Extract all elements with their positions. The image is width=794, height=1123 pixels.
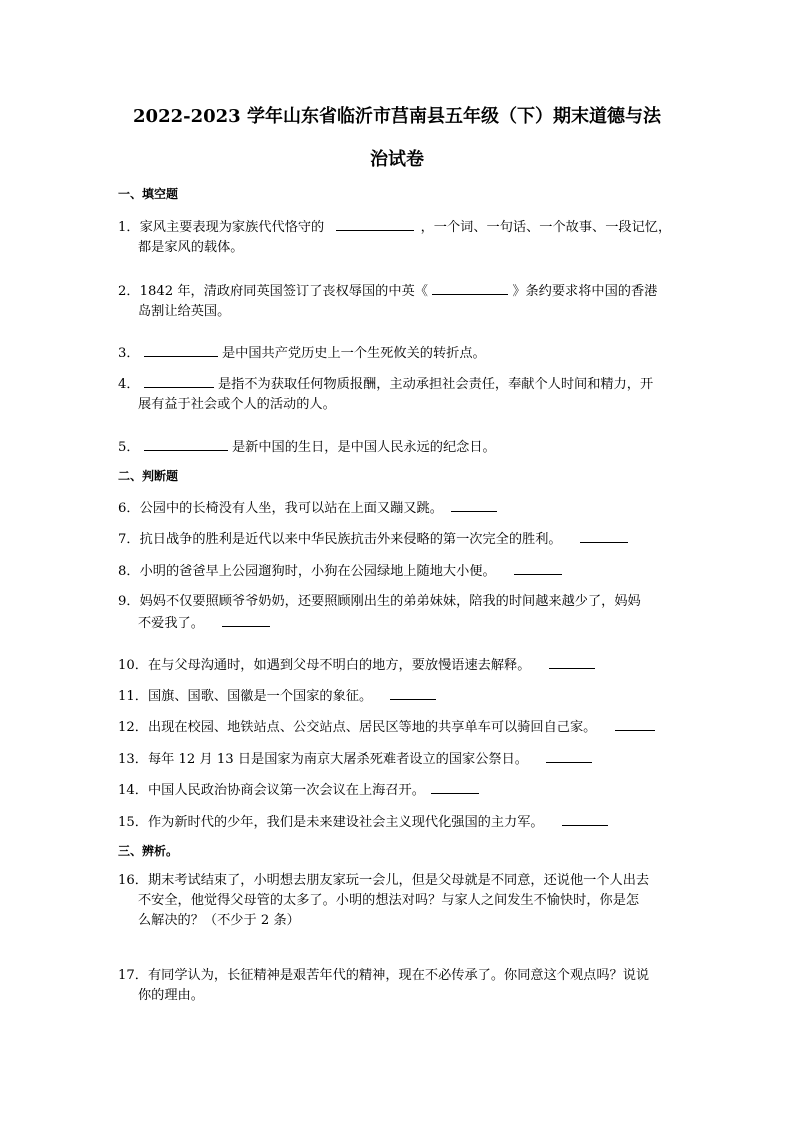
question-text: 你的理由。 bbox=[138, 988, 204, 1003]
question-text: 13．每年 12 月 13 日是国家为南京大屠杀死难者设立的国家公祭日。 bbox=[118, 752, 528, 767]
answer-blank[interactable] bbox=[615, 716, 655, 731]
question-text: 8．小明的爸爸早上公园遛狗时，小狗在公园绿地上随地大小便。 bbox=[118, 564, 496, 579]
answer-blank[interactable] bbox=[144, 342, 218, 357]
question-text: 4． bbox=[118, 377, 140, 392]
question-6 bbox=[118, 497, 678, 519]
question-text: 是指不为获取任何物质报酬，主动承担社会责任，奉献个人时间和精力，开 bbox=[217, 377, 654, 392]
question-text: 么解决的？（不少于 2 条） bbox=[138, 913, 300, 928]
question-10 bbox=[118, 654, 678, 676]
question-5 bbox=[118, 436, 678, 458]
question-1 bbox=[118, 216, 678, 258]
question-text: 展有益于社会或个人的活动的人。 bbox=[138, 397, 336, 412]
question-text: 16．期末考试结束了，小明想去朋友家玩一会儿，但是父母就是不同意，还说他一个人出去 bbox=[118, 873, 650, 888]
question-text: 》条约要求将中国的香港 bbox=[512, 284, 658, 299]
question-text: ，一个词、一句话、一个故事、一段记忆， bbox=[420, 220, 672, 235]
question-text: 9．妈妈不仅要照顾爷爷奶奶，还要照顾刚出生的弟弟妹妹，陪我的时间越来越少了，妈妈 bbox=[118, 594, 641, 609]
question-text: 3． bbox=[118, 346, 140, 361]
question-13 bbox=[118, 748, 678, 770]
answer-blank[interactable] bbox=[580, 528, 628, 543]
question-text: 6．公园中的长椅没有人坐，我可以站在上面又蹦又跳。 bbox=[118, 501, 443, 516]
question-text: 5． bbox=[118, 440, 140, 455]
question-text: 是新中国的生日，是中国人民永远的纪念日。 bbox=[231, 440, 496, 455]
section-fill-in-blank: 一、填空题 bbox=[118, 187, 179, 201]
question-text: 10．在与父母沟通时，如遇到父母不明白的地方，要放慢语速去解释。 bbox=[118, 658, 531, 673]
question-text: 1．家风主要表现为家族代代恪守的 bbox=[118, 220, 325, 235]
question-4 bbox=[118, 373, 678, 415]
question-7 bbox=[118, 528, 678, 550]
answer-blank[interactable] bbox=[451, 497, 497, 512]
section-true-false: 二、判断题 bbox=[118, 469, 179, 483]
question-text: 不安全，他觉得父母管的太多了。小明的想法对吗？与家人之间发生不愉快时，你是怎 bbox=[138, 893, 640, 908]
answer-blank[interactable] bbox=[562, 811, 608, 826]
page-title-line1: 2022-2023 学年山东省临沂市莒南县五年级（下）期末道德与法 bbox=[133, 106, 661, 127]
question-2 bbox=[118, 280, 678, 322]
answer-blank[interactable] bbox=[549, 654, 595, 669]
answer-blank[interactable] bbox=[336, 216, 414, 231]
answer-blank[interactable] bbox=[431, 779, 479, 794]
answer-blank[interactable] bbox=[432, 280, 508, 295]
answer-blank[interactable] bbox=[546, 748, 592, 763]
question-text: 不爱我了。 bbox=[138, 616, 204, 631]
question-17 bbox=[118, 966, 678, 1006]
question-text: 岛割让给英国。 bbox=[138, 304, 231, 319]
question-12 bbox=[118, 716, 678, 738]
answer-blank[interactable] bbox=[144, 436, 228, 451]
question-15 bbox=[118, 811, 678, 833]
question-text: 2．1842 年，清政府同英国签订了丧权辱国的中英《 bbox=[118, 284, 428, 299]
question-11 bbox=[118, 685, 678, 707]
question-text: 11．国旗、国歌、国徽是一个国家的象征。 bbox=[118, 689, 373, 704]
section-analysis: 三、辨析。 bbox=[118, 844, 179, 858]
page-title-line2: 治试卷 bbox=[370, 149, 424, 170]
question-text: 14．中国人民政治协商会议第一次会议在上海召开。 bbox=[118, 783, 425, 798]
question-8 bbox=[118, 560, 678, 582]
answer-blank[interactable] bbox=[144, 373, 214, 388]
question-text: 15．作为新时代的少年，我们是未来建设社会主义现代化强国的主力军。 bbox=[118, 815, 544, 830]
question-9 bbox=[118, 592, 678, 634]
question-14 bbox=[118, 779, 678, 801]
question-text: 是中国共产党历史上一个生死攸关的转折点。 bbox=[221, 346, 486, 361]
answer-blank[interactable] bbox=[390, 685, 436, 700]
answer-blank[interactable] bbox=[514, 560, 562, 575]
question-3 bbox=[118, 342, 678, 364]
question-text: 17．有同学认为，长征精神是艰苦年代的精神，现在不必传承了。你同意这个观点吗？说说 bbox=[118, 968, 650, 983]
question-text: 都是家风的载体。 bbox=[138, 240, 244, 255]
question-text: 7．抗日战争的胜利是近代以来中华民族抗击外来侵略的第一次完全的胜利。 bbox=[118, 532, 562, 547]
question-16 bbox=[118, 871, 678, 931]
answer-blank[interactable] bbox=[222, 612, 270, 627]
question-text: 12．出现在校园、地铁站点、公交站点、居民区等地的共享单车可以骑回自己家。 bbox=[118, 720, 597, 735]
